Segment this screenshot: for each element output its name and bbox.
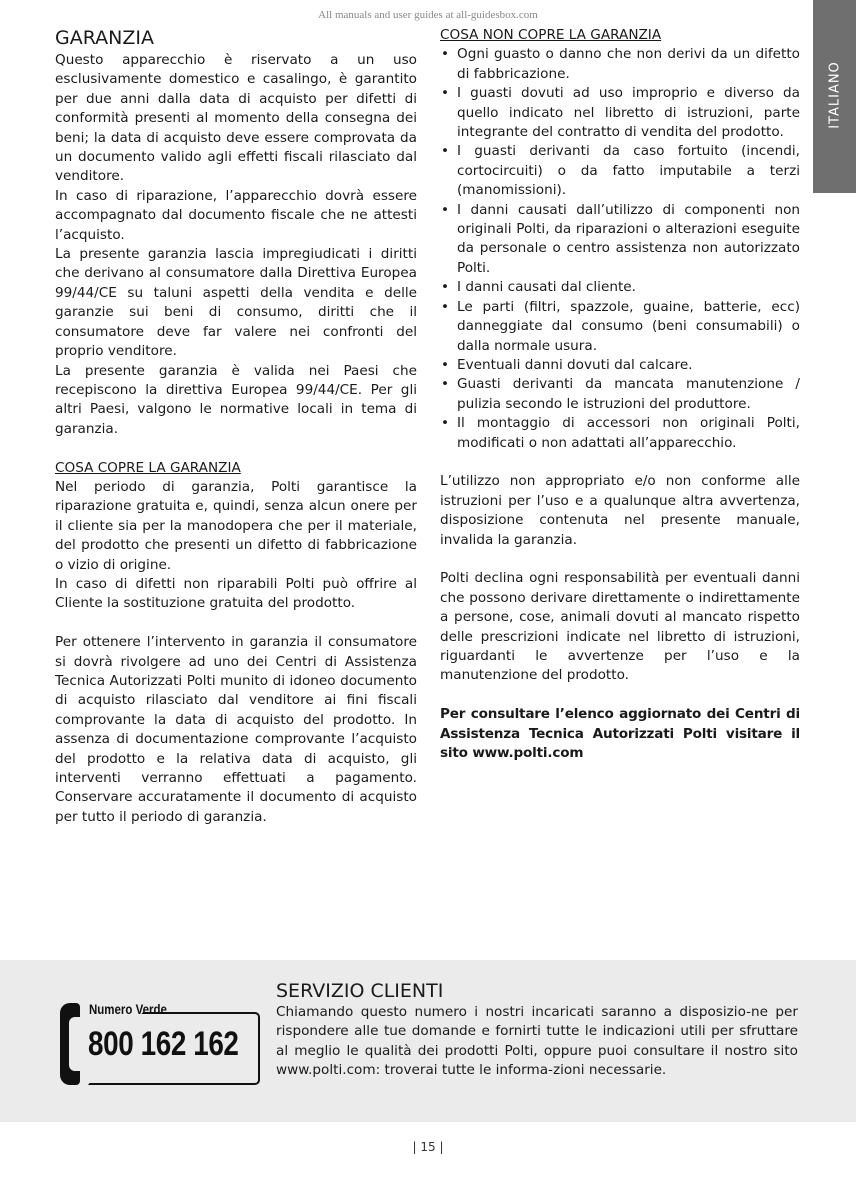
covered-paragraph: Per ottenere l’intervento in garanzia il consumatore si dovrà rivolgere ad uno dei Centri di Assistenza Tecnica Autorizzati Polti munito di idoneo documento di acquisto rilasciato dal venditore ai fini fiscali comprovante la data di acquisto del prodotto. In assenza di documentazione comprovante l’acquisto del prodotto e la relativa data di acquisto, gli interventi verranno effettuati a pagamento. Conservare accuratamente il documento di acquisto per tutto il periodo di garanzia. (55, 634, 417, 825)
list-item: • I guasti dovuti ad uso improprio e diverso da quello indicato nel libretto di istruzioni, parte integrante del contratto di vendita del prodotto. (440, 84, 800, 142)
page-number: | 15 | (412, 1140, 444, 1154)
watermark: All manuals and user guides at all-guidesbox.com (318, 9, 538, 21)
list-item: • I guasti derivanti da caso fortuito (incendi, cortocircuiti) o da fatto imputabile a terzi (manomissioni). (440, 142, 800, 200)
not-covered-heading: COSA NON COPRE LA GARANZIA (440, 27, 662, 43)
warranty-title: GARANZIA (55, 27, 154, 49)
covered-paragraph: Nel periodo di garanzia, Polti garantisce la riparazione gratuita e, quindi, senza alcun onere per il cliente sia per la manodopera che per il materiale, del prodotto che presenti un difetto di fabbricazione o vizio di origine. (55, 478, 417, 573)
service-centers-note: Per consultare l’elenco aggiornato dei Centri di Assistenza Tecnica Autorizzati Polti visitare il sito www.polti.com (440, 706, 800, 761)
language-tab (813, 0, 856, 193)
not-covered-list (440, 45, 800, 453)
phone-handset-icon (60, 1003, 80, 1085)
list-item: • I danni causati dal cliente. (440, 278, 800, 297)
warranty-paragraph: La presente garanzia lascia impregiudicati i diritti che derivano al consumatore dalla Direttiva Europea 99/44/CE su taluni aspetti della vendita e delle garanzie sui beni di consumo, diritti che il consumatore deve far valere nei confronti del proprio venditore. (55, 246, 417, 360)
liability-paragraph: Polti declina ogni responsabilità per eventuali danni che possono derivare direttamente o indirettamente a persone, cose, animali dovuti al mancato rispetto delle prescrizioni indicate nel libretto di istruzioni, riguardanti le avvertenze per l’uso e la manutenzione del prodotto. (440, 570, 800, 684)
language-tab-label: ITALIANO (827, 61, 842, 129)
warranty-paragraph: Questo apparecchio è riservato a un uso esclusivamente domestico e casalingo, è garantito per due anni dalla data di acquisto per difetti di conformità presenti al momento della consegna dei beni; la data di acquisto deve essere comprovata da un documento valido agli effetti fiscali rilasciato dal venditore. (55, 52, 417, 185)
numero-verde-logo (60, 1003, 265, 1085)
list-item: • Guasti derivanti da mancata manutenzione / pulizia secondo le istruzioni del produttore. (440, 375, 800, 414)
covered-paragraph: In caso di difetti non riparabili Polti può offrire al Cliente la sostituzione gratuita del prodotto. (55, 575, 417, 612)
not-covered-column (440, 26, 800, 763)
list-item: • I danni causati dall’utilizzo di componenti non originali Polti, da riparazioni o alterazioni eseguite da personale o centro assistenza non autorizzato Polti. (440, 201, 800, 279)
warranty-paragraph: In caso di riparazione, l’apparecchio dovrà essere accompagnato dal documento fiscale che ne attesti l’acquisto. (55, 187, 417, 243)
customer-service-text: Chiamando questo numero i nostri incaricati saranno a disposizio-ne per rispondere alle tue domande e fornirti tutte le indicazioni utili per sfruttare al meglio le qualità dei prodotti Polti, oppure puoi consultare il nostro sito www.polti.com: troverai tutte le informa-zioni necessarie. (276, 1004, 798, 1079)
list-item: • Ogni guasto o danno che non derivi da un difetto di fabbricazione. (440, 45, 800, 84)
warranty-paragraph: La presente garanzia è valida nei Paesi che recepiscono la direttiva Europea 99/44/CE. Per gli altri Paesi, valgono le normative locali in tema di garanzia. (55, 362, 417, 437)
list-item: • Il montaggio di accessori non originali Polti, modificati o non adattati all’apparecchio. (440, 414, 800, 453)
numero-verde-label: Numero Verde (89, 1001, 167, 1017)
customer-service-section (276, 979, 798, 1081)
covered-heading: COSA COPRE LA GARANZIA (55, 459, 241, 476)
customer-service-title: SERVIZIO CLIENTI (276, 980, 444, 1002)
warranty-column (55, 26, 417, 827)
misuse-paragraph: L’utilizzo non appropriato e/o non conforme alle istruzioni per l’uso e a qualunque altra avvertenza, disposizione contenuta nel presente manuale, invalida la garanzia. (440, 473, 800, 548)
list-item: • Eventuali danni dovuti dal calcare. (440, 356, 800, 375)
phone-number: 800 162 162 (88, 1025, 239, 1063)
list-item: • Le parti (filtri, spazzole, guaine, batterie, ecc) danneggiate dal consumo (beni consumabili) o dalla normale usura. (440, 298, 800, 356)
